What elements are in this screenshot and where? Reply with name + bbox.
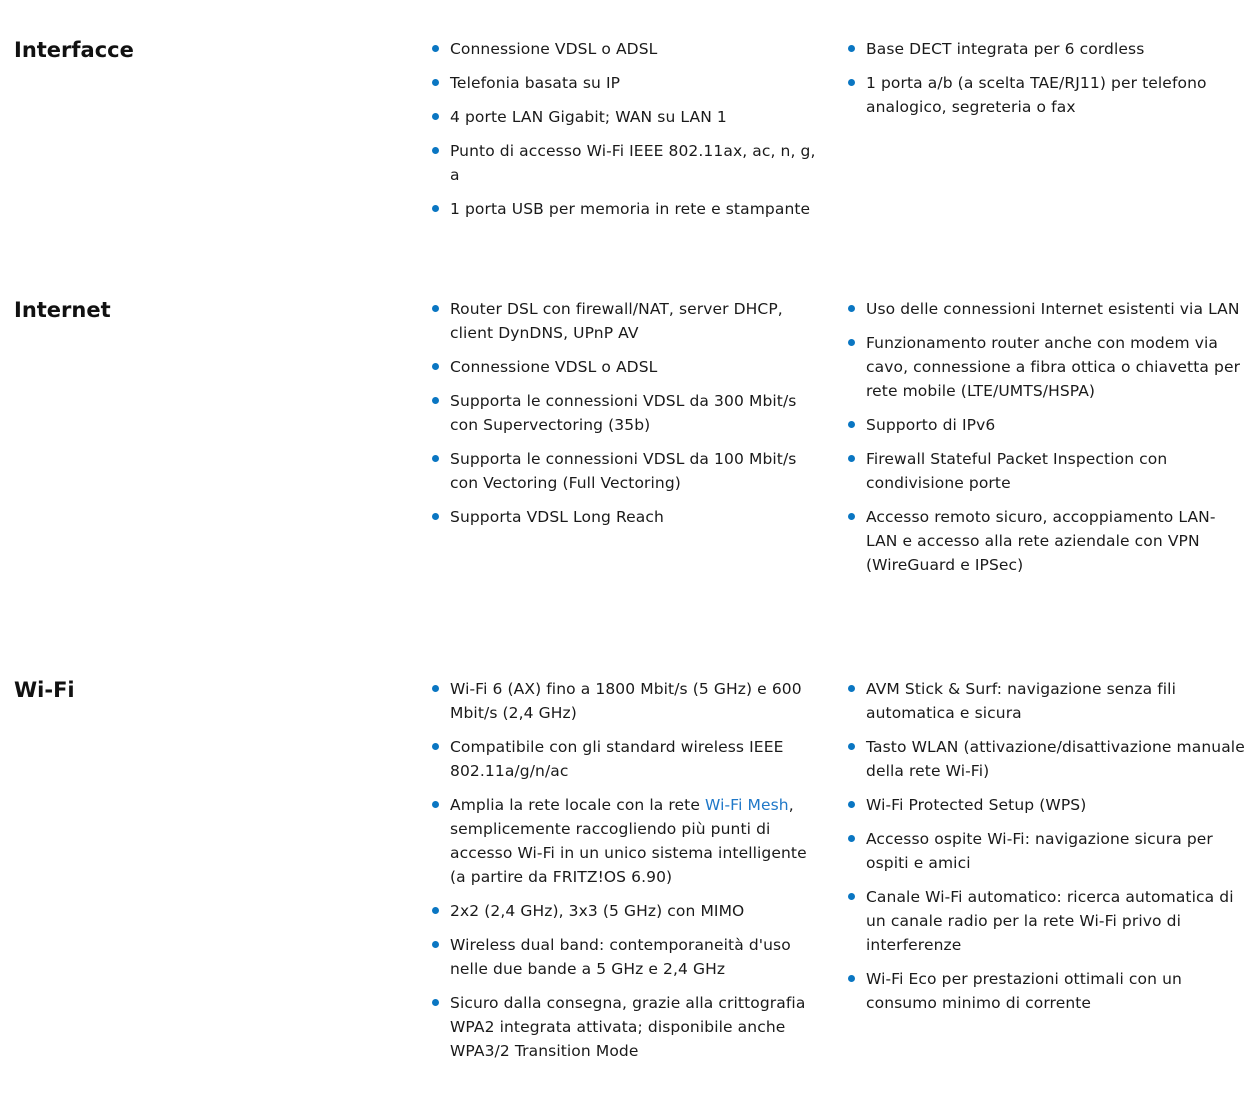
- list-item: [846, 505, 1246, 577]
- list-item: [430, 677, 825, 725]
- list-item: [846, 677, 1246, 725]
- bullet-dot-icon: [432, 363, 439, 370]
- list-item: [430, 297, 825, 345]
- item-text: Supporta le connessioni VDSL da 100 Mbit/s con Vectoring (Full Vectoring): [450, 450, 797, 492]
- list-item: [430, 389, 825, 437]
- wifi-mesh-link[interactable]: Wi-Fi Mesh: [705, 796, 789, 814]
- list-item: [846, 71, 1246, 119]
- bullet-dot-icon: [848, 801, 855, 808]
- item-text: Router DSL con firewall/NAT, server DHCP, client DynDNS, UPnP AV: [450, 300, 783, 342]
- item-text: Connessione VDSL o ADSL: [450, 40, 658, 58]
- feature-list-right: [846, 677, 1246, 1025]
- item-text: 1 porta a/b (a scelta TAE/RJ11) per telefono analogico, segreteria o fax: [866, 74, 1207, 116]
- bullet-dot-icon: [848, 455, 855, 462]
- item-text: Supporta VDSL Long Reach: [450, 508, 664, 526]
- list-item: [846, 331, 1246, 403]
- item-text: Punto di accesso Wi-Fi IEEE 802.11ax, ac, n, g, a: [450, 142, 816, 184]
- bullet-dot-icon: [848, 975, 855, 982]
- item-text: Compatibile con gli standard wireless IEEE 802.11a/g/n/ac: [450, 738, 784, 780]
- item-text: Firewall Stateful Packet Inspection con condivisione porte: [866, 450, 1168, 492]
- list-item: [846, 413, 1246, 437]
- list-item: [430, 991, 825, 1063]
- list-item: [430, 447, 825, 495]
- bullet-dot-icon: [432, 305, 439, 312]
- list-item: [846, 967, 1246, 1015]
- bullet-dot-icon: [432, 79, 439, 86]
- list-item: [430, 505, 825, 529]
- list-item: [430, 899, 825, 923]
- item-text: Accesso remoto sicuro, accoppiamento LAN-LAN e accesso alla rete aziendale con VPN (WireGuard e IPSec): [866, 508, 1216, 574]
- item-text: Wireless dual band: contemporaneità d'uso nelle due bande a 5 GHz e 2,4 GHz: [450, 936, 791, 978]
- bullet-dot-icon: [432, 907, 439, 914]
- bullet-dot-icon: [432, 941, 439, 948]
- list-item: [430, 933, 825, 981]
- list-item: [430, 355, 825, 379]
- list-item: [430, 735, 825, 783]
- bullet-dot-icon: [848, 743, 855, 750]
- item-text: 4 porte LAN Gigabit; WAN su LAN 1: [450, 108, 727, 126]
- bullet-dot-icon: [848, 339, 855, 346]
- item-text: AVM Stick & Surf: navigazione senza fili automatica e sicura: [866, 680, 1176, 722]
- bullet-dot-icon: [848, 421, 855, 428]
- list-item: [430, 197, 825, 221]
- bullet-dot-icon: [432, 999, 439, 1006]
- item-text-before-link: Amplia la rete locale con la rete: [450, 796, 705, 814]
- item-text: 1 porta USB per memoria in rete e stampante: [450, 200, 811, 218]
- bullet-dot-icon: [432, 801, 439, 808]
- bullet-dot-icon: [432, 455, 439, 462]
- list-item: [846, 885, 1246, 957]
- list-item: [430, 37, 825, 61]
- bullet-dot-icon: [432, 45, 439, 52]
- item-text: Wi-Fi Protected Setup (WPS): [866, 796, 1087, 814]
- item-text: Supporto di IPv6: [866, 416, 996, 434]
- list-item: [846, 447, 1246, 495]
- bullet-dot-icon: [432, 513, 439, 520]
- item-text: 2x2 (2,4 GHz), 3x3 (5 GHz) con MIMO: [450, 902, 745, 920]
- bullet-dot-icon: [432, 397, 439, 404]
- item-text-after-link: , semplicemente raccogliendo più punti di accesso Wi-Fi in un unico sistema intelligente (a partire da FRITZ!OS 6.90): [450, 796, 807, 886]
- list-item: [430, 139, 825, 187]
- item-text: Supporta le connessioni VDSL da 300 Mbit/s con Supervectoring (35b): [450, 392, 797, 434]
- bullet-dot-icon: [848, 79, 855, 86]
- bullet-dot-icon: [432, 205, 439, 212]
- bullet-dot-icon: [432, 743, 439, 750]
- list-item: [430, 105, 825, 129]
- bullet-dot-icon: [848, 305, 855, 312]
- bullet-dot-icon: [432, 147, 439, 154]
- item-text: Wi-Fi 6 (AX) fino a 1800 Mbit/s (5 GHz) e 600 Mbit/s (2,4 GHz): [450, 680, 802, 722]
- bullet-dot-icon: [848, 835, 855, 842]
- section-title: Internet: [14, 298, 111, 322]
- item-text: Connessione VDSL o ADSL: [450, 358, 658, 376]
- list-item: [846, 37, 1246, 61]
- section-title: Wi-Fi: [14, 678, 75, 702]
- list-item: [846, 735, 1246, 783]
- item-text: Sicuro dalla consegna, grazie alla crittografia WPA2 integrata attivata; disponibile anche WPA3/2 Transition Mode: [450, 994, 806, 1060]
- section-title: Interfacce: [14, 38, 134, 62]
- list-item: [846, 297, 1246, 321]
- feature-list-left: [430, 37, 825, 231]
- bullet-dot-icon: [432, 685, 439, 692]
- list-item: [846, 793, 1246, 817]
- item-text: Base DECT integrata per 6 cordless: [866, 40, 1145, 58]
- item-text: Funzionamento router anche con modem via cavo, connessione a fibra ottica o chiavetta per rete mobile (LTE/UMTS/HSPA): [866, 334, 1241, 400]
- list-item: [430, 71, 825, 95]
- item-text: Tasto WLAN (attivazione/disattivazione manuale della rete Wi-Fi): [866, 738, 1245, 780]
- bullet-dot-icon: [848, 513, 855, 520]
- item-text: Accesso ospite Wi-Fi: navigazione sicura per ospiti e amici: [866, 830, 1213, 872]
- item-text: Telefonia basata su IP: [450, 74, 621, 92]
- list-item: [846, 827, 1246, 875]
- bullet-dot-icon: [848, 685, 855, 692]
- feature-list-right: [846, 37, 1246, 129]
- feature-list-left: [430, 677, 825, 1073]
- feature-list-right: [846, 297, 1246, 587]
- item-text: Canale Wi-Fi automatico: ricerca automatica di un canale radio per la rete Wi-Fi privo di interferenze: [866, 888, 1234, 954]
- feature-list-left: [430, 297, 825, 539]
- item-text: Wi-Fi Eco per prestazioni ottimali con un consumo minimo di corrente: [866, 970, 1182, 1012]
- bullet-dot-icon: [848, 45, 855, 52]
- bullet-dot-icon: [848, 893, 855, 900]
- bullet-dot-icon: [432, 113, 439, 120]
- list-item: [430, 793, 825, 889]
- item-text: Uso delle connessioni Internet esistenti via LAN: [866, 300, 1240, 318]
